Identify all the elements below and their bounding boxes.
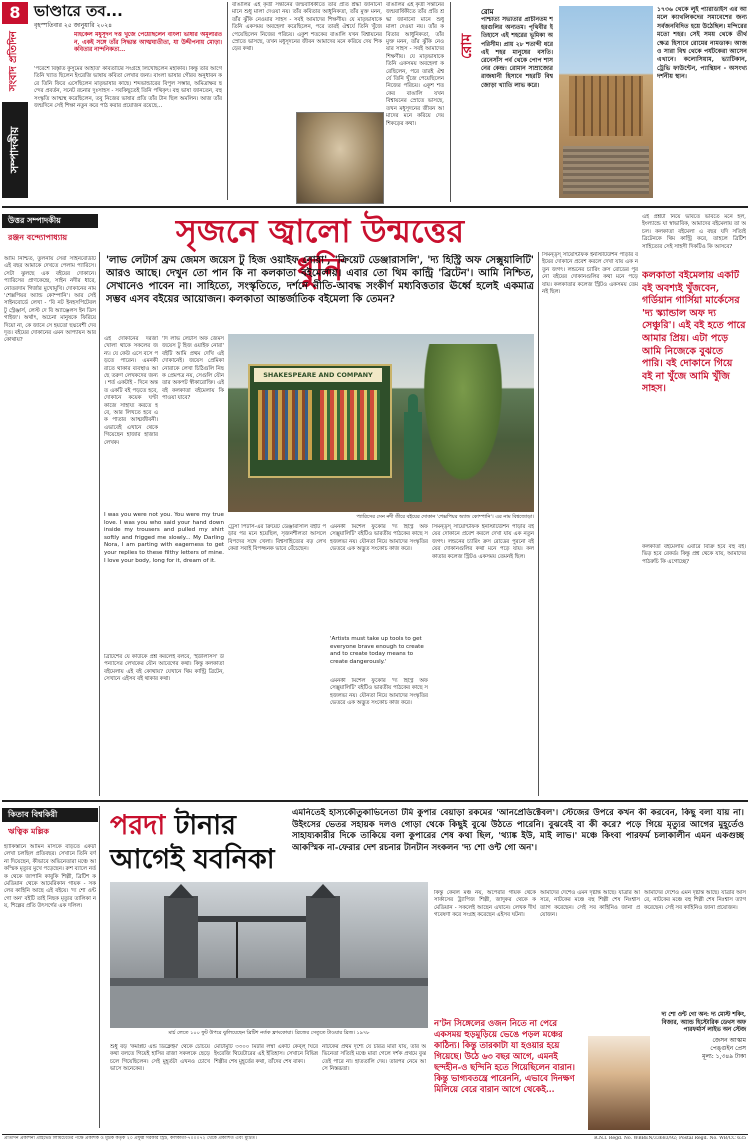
uttar-col3: 'দি লাভ লেটার্স অফ জেমস জয়েস টু হিজ ওয়াইফ নোরা' বইটি আমি প্রথম দেখি এই দোকানেই। জয়েস প্রেমিকা নোরাকে লেখা চিঠিগুলি নিছক প্রেমপত্র নয়, সেগুলি যৌনতার অকপট স্বীকারোক্তি। এই বই কলকাতা বইমেলায় কি পাওয়া যাবে? xyxy=(162,336,224,402)
book-author: জেসন আস্কাম xyxy=(712,1036,746,1044)
footer-imprint-text: প্রতিদিন প্রকাশনী প্রাইভেট লিমিটেডের পক্ষে প্রকাশক ও মুদ্রক কর্তৃক ২০ প্রফুল্ল সরকার স্ট্রিট, কলকাতা-৭০০০৭২ থেকে প্রকাশিত এবং মুদ্রিত। xyxy=(4,1136,257,1141)
tower-bridge-photo xyxy=(110,882,428,1028)
kitab-col5: কিন্তু কেবল মঞ্চ নয়, অপেরার গায়ক থেকে সার্কাসের ট্র্যাপিজ শিল্পী, জাদুকর থেকে কমেডিয়ান - সকলেই আছেন এখানে। লেখক দীর্ঘ গবেষণা করে সংগ্রহ করেছেন এইসব ঘটনা। xyxy=(434,890,536,919)
uttar-col1: আমি নিশ্চিত, তুলনায় সেরা সাইনবোর্ডটি এই বছর আমাকে দেখতে পেলাম প্যারিসে। সেটা ঝুলছে এক বইয়ের দোকানে। প্যারিসের প্রাণকেন্দ্রে, সাইন নদীর ধারে, নোতরদাম গির্জার মুখোমুখি। দোকানের নাম 'শেক্সপিয়র অ্যান্ড কোম্পানি'। আর সেই সাইনবোর্ডে লেখা - 'বি নট ইনহসপিটেবল টু স্ট্রেঞ্জার্স, লেস্ট দে বি অ্যাঞ্জেলস ইন ডিসগাইজ'। অর্থাৎ, অচেনা মানুষকে ফিরিয়ে দিয়ো না, কে জানে সে হয়তো ছদ্মবেশী দেবদূত। বইয়ের দোকানের এমন আপ্যায়ন আর কোথায়? xyxy=(4,256,96,344)
uttar-pull-quote: কলকাতা বইমেলায় একটি বই অবশ্যই খুঁজবেন, গর্ডিয়ান গার্সিয়া মার্কেসের 'দ্য স্ক্যান্ডাল অফ দ্য সেঞ্চুরি'। এই বই হতে পারে আমার প্রিয়। এটা পড়ে আমি নিজেকে বুঝতে পারি। বই দোকানে গিয়ে বই না খুঁজে আমি খুঁজি সাহস। xyxy=(642,270,746,395)
rome-heading: রোম xyxy=(481,8,494,16)
book-price: মূল্য: ১,৩৪৯ টাকা xyxy=(702,1052,746,1060)
uttar-col8: সিমন্ড্‌স্‌ সায়েন্টিফিক ইনস্টিটিউশন পাড়ার বইয়ের দোকানে প্রবেশ করলে দেখা যায় এক নতুন জগৎ। লন্ডনের চ্যারিং ক্রস রোডের পুরনো বইয়ের দোকানগুলির কথা মনে পড়ে যায়। কলকাতার কলেজ স্ট্রিটও একসময় তেমনই ছিল। xyxy=(432,524,534,560)
uttar-standfirst: 'লাভ লেটার্স ফ্রম জেমস জয়েস টু হিজ ওয়াইফ নোরা', 'ক্রিয়েট ডেঞ্জারাসলি', 'দ্য হিস্ট্রি অফ সেক্সুয়ালিটি' আরও আছে। দেখুন তো পান কি না কলকাতা বইমেলায়। এবার তো থিম কান্ট্রি 'ব্রিটেন'। আমি নিশ্চিত, সেখানেও পাবেন না। সাহিত্যে, সংস্কৃতিতে, দর্শনে নীতি-আবদ্ধ সংকীর্ণ মধ্যবিত্ততার ঊর্ধ্বে হলেই একমাত্র সম্ভব এসব বইয়ের আয়োজন। কলকাতা আন্তর্জাতিক বইমেলা কি তেমন? xyxy=(106,255,534,305)
rome-right-col: ১৭৩৬ থেকে লুই প্যারাডাইস এর আমলে ক্যাথলিকদের সমাবেশের জন্য সর্বজনবিদিত হয়ে উঠেছিল। মন্দিরের মতো শহর। সেই সময় থেকে তীর্থক্ষেত্র হিসাবে রোমের নামডাক। আজও সারা বিশ্ব থেকে পর্যটকেরা আসেন এখানে। কলোসিয়াম, ভ্যাটিকান, ট্রেভি ফাউন্টেন, প্যান্থিয়ন - অসংখ্য দর্শনীয় স্থান। xyxy=(657,6,747,81)
book-info xyxy=(654,1012,746,1130)
colosseum-photo xyxy=(559,6,653,198)
kitab-photo-caption: মার্চ লেতে ১০০ ফুট উপরে ঝুলিয়েছেন ব্রিটিশ নর্তক ফ্রাংকোয়া। ব্রিজের সেতুতে টাওয়ার ব্রিজ। ১৯৭৮ xyxy=(168,1030,370,1036)
uttar-col7: এমনকী মিশেল ফুকোর 'দ্য হিস্ট্রি অফ সেক্সুয়ালিটি' বইটিও ভারতীয় পাঠকের কাছে সহজলভ্য নয়। যৌনতা নিয়ে আমাদের সংস্কৃতির ভেতরে এক অদ্ভুত সংকোচ কাজ করে। xyxy=(330,678,428,707)
kitab-headline-rest: টানার xyxy=(165,810,236,841)
book-title: দ্য শো ওন্ট গো অন: দ্য মোস্ট শকিং, বিজার, অ্যান্ড হিস্টোরিক ডেথস অফ পারফর্মার্স লাইভ অন স্টেজ xyxy=(661,1012,746,1034)
uttar-label: উত্তর সম্পাদকীয় xyxy=(2,214,98,228)
footer-reg: R.N.I. Regd. No. WBBEN/33683/92; Postal Regd. No. WB/CC 635 xyxy=(594,1136,746,1141)
paper-name: সংবাদ প্রতিদিন xyxy=(8,30,19,92)
uttar-col2: এই দোকানের দরজা খোলা থাকে সকলের জন্য। যে কেউ এসে বসে পড়তে পারেন। এমনকী রাতে থাকার ব্যবস্থাও আছে তরুণ লেখকদের জন্য। শর্ত একটাই - দিনে অন্তত একটি বই পড়তে হবে, দোকানে কয়েক ঘণ্টা কাজে সাহায্য করতে হবে, আর লিখতে হবে এক পাতার আত্মজীবনী। এভাবেই এখানে থেকে গিয়েছেন হাজার হাজার লেখক। xyxy=(104,336,158,446)
kitab-col4: নাটকের প্রথম দৃশ্যে যে চরিত্র মারা যায়, তার অভিনেতা সত্যিই মঞ্চে মারা গেলে দর্শক প্রথমে বুঝতেই পারে না। হাততালি দেয়। তারপর নেমে আসে নিস্তব্ধতা। xyxy=(322,1044,426,1073)
uttar-author: রঞ্জন বন্দ্যোপাধ্যায় xyxy=(8,233,68,242)
top-editorial xyxy=(34,2,444,202)
kitab-col1: হ্যাকিস্তানে আমিন মাসকে বাড়তে একটা লেখা চলছিল প্রতিবছর। সেখানে তিনি বর্ণনা দিয়েছেন, কীভাবে অভিনেতারা মঞ্চে আকস্মিক মৃত্যুর মুখে পড়েছেন। রুশ ব্যালে নর্তক থেকে জাপানি কাবুকি শিল্পী, ব্রিটিশ কমেডিয়ান থেকে আমেরিকান গায়ক - সকলের কাহিনি আছে এই বইয়ে। 'দ্য শো ওন্ট গো অন' বইটি তাই নিছক মৃত্যুর তালিকা নয়, শিল্পের প্রতি উৎসর্গের এক দলিল। xyxy=(4,844,96,910)
kitab-col6: আমাদের দেশেও এমন দৃষ্টান্ত আছে। যাত্রার আসরে, নাটকের মঞ্চে বহু শিল্পী শেষ নিঃশ্বাস ত্যাগ করেছেন। সেই সব কাহিনিও জানা প্রয়োজন। xyxy=(540,890,640,919)
kitab-headline-line2: আগেই যবনিকা xyxy=(110,844,275,875)
kitab-headline-red: পরদা xyxy=(110,810,166,841)
uttar-photo-caption: প্যারিসের সেন নদী তীরে বইয়ের দোকান 'শেক্সপিয়র অ্যান্ড কোম্পানি'। এর নাম বিশ্বজোড়া। xyxy=(356,514,534,520)
kitab-pull-quote: ন'টন সিঙ্গেলের ওজন নিতে না পেরে একসময় হুড়মুড়িয়ে ভেঙে পড়ল মঞ্চের কাঠিন্য। কিন্তু তারকাটা যা হওয়ার হয়ে গিয়েছে। উঠে ৬৩ বছর আগে, এমনই ছন্দহীন-ও ছন্দিনি হতে গিয়েছিলেন বারান। কিন্তু ভাগ্যবতন্ত্রে পারেননি, এভাবে দিনক্ষণ মিলিয়ে বেরে বারান আগে থেকেই... xyxy=(434,1018,584,1130)
editorial-body-col2: বাঙালির এই কৃতী সন্তানের জন্মবার্ষিকীতে তাঁর প্রতি শ্রদ্ধা জানানো মানে শুধু মালা দেওয়া নয়। তাঁর কবিতার আধুনিকতা, তাঁর মুক্ত মনন, তাঁর ঝুঁকি নেওয়ার সাহস - সবই আমাদের শিক্ষণীয়। যে মাতৃভাষাকে তিনি একসময় অবহেলা করেছিলেন, পরে তারই ঐশ্বর্যে তিনি খুঁজে পেয়েছিলেন নিজের পরিচয়। একুশ শতকের বাঙালি যখন বিশ্বায়নের স্রোতে ভাসছে, তখন মধুসূদনের জীবন আমাদের মনে করিয়ে দেয় শিকড়ের কথা। xyxy=(232,2,382,53)
editorial-body-col1: 'পরেশে বিস্তৃতি কুসুমের আহতি' কবিতাটির সংগ্রহে লিখেছিলেন মহাকবি। কিন্তু তার আগে তিনি খ্যাত ছিলেন ইংরেজি ভাষায় কবিতা লেখার জন্য। বাংলা ভাষার গৌরব অনুধাবন করে তিনি ফিরে এসেছিলেন মাতৃভাষার কাছে। শব্দভান্ডারের বিপুল সম্ভার, অমিত্রাক্ষর ছন্দের প্রবর্তন, সনেট রচনার দুঃসাহস - সবকিছুতেই তিনি পথিকৃৎ। বহু ভাষা জানতেন, বহু সংস্কৃতি আত্মস্থ করেছিলেন, তবু নিজের ভাষার প্রতি তাঁর টান ছিল অমলিন। আজ তাঁর জন্মদিনে সেই শিক্ষা নতুন করে পাঠ করার প্রয়োজন রয়েছে... xyxy=(34,66,222,110)
date-line: বৃহস্পতিবার ২৫ জানুয়ারি ২০২৪ xyxy=(34,22,113,29)
editorial-body-col3: বাঙালির এই কৃতী সন্তানের জন্মবার্ষিকীতে তাঁর প্রতি শ্রদ্ধা জানানো মানে শুধু মালা দেওয়া নয়। তাঁর কবিতার আধুনিকতা, তাঁর মুক্ত মনন, তাঁর ঝুঁকি নেওয়ার সাহস - সবই আমাদের শিক্ষণীয়। যে মাতৃভাষাকে তিনি একসময় অবহেলা করেছিলেন, পরে তারই ঐশ্বর্যে তিনি খুঁজে পেয়েছিলেন নিজের পরিচয়। একুশ শতকের বাঙালি যখন বিশ্বায়নের স্রোতে ভাসছে, তখন মধুসূদনের জীবন আমাদের মনে করিয়ে দেয় শিকড়ের কথা। xyxy=(386,2,444,127)
kitab-col3: মোটামুটি ৩৩০০ মিটার লম্বা একটি কেব্ল্‌ ঘিরে ইংরেজি থিয়েটারের এই ইতিহাস। সেখানে বিভিন্ন শিল্পীর শেষ মুহূর্তের কথা, তাঁদের শেষ বাক্য। xyxy=(214,1044,318,1065)
uttar-sampadakiya-article xyxy=(2,210,748,796)
editorial-title: ভাণ্ডারে তব... xyxy=(34,2,123,20)
uttar-col4: ব্রিটিশের যে কাউকে প্রশ্ন করলেই বলবে, 'ইউলিসিস' উপন্যাসের লেখকের যৌন আবেগের কথা। কিন্তু কলকাতা বইমেলায় এই বই কোথায়? যেখানে থিম কান্ট্রি ব্রিটেন, সেখানে এইসব বই থাকার কথা। xyxy=(104,654,224,683)
uttar-right-col1: সিমন্ড্‌স্‌ সায়েন্টিফিক ইনস্টিটিউশন পাড়ার বইয়ের দোকানে প্রবেশ করলে দেখা যায় এক নতুন জগৎ। লন্ডনের চ্যারিং ক্রস রোডের পুরনো বইয়ের দোকানগুলির কথা মনে পড়ে যায়। কলকাতার কলেজ স্ট্রিটও একসময় তেমনই ছিল। xyxy=(542,252,638,296)
kitab-label: কিতাব বিশ্বকিরী xyxy=(2,808,98,822)
kitab-headline-line1 xyxy=(110,810,286,842)
uttar-col6: এমনকী মিশেল ফুকোর 'দ্য হিস্ট্রি অফ সেক্সুয়ালিটি' বইটিও ভারতীয় পাঠকের কাছে সহজলভ্য নয়। যৌনতা নিয়ে আমাদের সংস্কৃতির ভেতরে এক অদ্ভুত সংকোচ কাজ করে। xyxy=(330,524,428,553)
english-quote-block: I was you were not you. You were my true love. I was you who said your hand down inside my trousers and pulled my shirt softly and frigged me slowly... My Darling Nora, I am parting with eagerness to get your replies to these filthy letters of mine. I love your body, long for it, dream of it. xyxy=(104,512,224,564)
kitab-author: ঋত্বিক মল্লিক xyxy=(8,827,49,836)
uttar-col5: ট্রেসা পিটার্স-এর ক্রিয়েট ডেঞ্জারাসলি বইটি পড়ার পর মনে হয়েছিল, সৃজনশীলতা আসলে বিপদের সঙ্গে খেলা। বিশ্বসাহিত্যের বড় লেখকেরা সবাই বিপজ্জনক ভাবে বেঁচেছেন। xyxy=(228,524,326,553)
rome-box xyxy=(450,2,749,202)
shakespeare-and-company-photo xyxy=(228,334,534,512)
editorial-lead: মাইকেল মধুসূদন দত্ত খুঁজে পেয়েছিলেন বাংলা ভাষার অমূল্যরতন, একই সঙ্গে তাঁর সিদ্ধান্ত আত্মঘাতীতা, যা উদ্দীপনায় মোড়া। কবিতার নান্দনিকতা... xyxy=(74,32,222,53)
uttar-right-col3: কলকাতা বইমেলায় এবারে বিক্রি হবে বহু বই। ভিড় হবে রেকর্ড। কিন্তু প্রশ্ন থেকে যায়, আমাদের পাঠরুচি কি এগোচ্ছে? xyxy=(642,544,746,565)
book-publisher: পেঙ্গুইন প্রেস xyxy=(710,1044,746,1052)
performer-photo xyxy=(588,1036,650,1130)
kitab-standfirst: এমনিতেই হাস্যকৌতুকাভিনেতা টমি কুপার বেয়াড়া রকমের 'আনপ্রেডিক্টেবল'। স্টেজের উপরে কখন কী করবেন, কিছু বলা যায় না। উইংসের ভেতর সহায়ক দলও গোড়া থেকে কিছুই বুঝে উঠতে পারেনি। বুঝবেই বা কী করে? পড়ে গিয়ে মৃত্যুর আগের মুহূর্তেও সাহায্যকারীর দিকে তাকিয়ে বলা কুপারের শেষ কথা ছিল, 'থ্যাঙ্ক ইউ, মাই লাভ।' মঞ্চে কিংবা পারফর্ম চলাকালীন এমন একগুচ্ছ আকস্মিক না-ফেরার দেশ রচনার টানটান সংকলন 'দ্য শো ওন্ট গো অন'। xyxy=(292,808,744,853)
english-quote-2: 'Artists must take up tools to get everyone brave enough to create and to create today means to create dangerously.' xyxy=(330,636,424,665)
uttar-right-col2: এই প্রশ্নটা নিয়ে ভাবতে ভাবতে মনে হল, ইংল্যান্ডে যা স্বাভাবিক, আমাদের বইমেলায় তা অচল। কলকাতা বইমেলা এ বছর যদি সত্যিই ব্রিটেনকে থিম কান্ট্রি করে, তাহলে ব্রিটিশ সাহিত্যের সেই সাহসী দিকটিও কি আসবে? xyxy=(642,214,746,250)
kitab-col7: আমাদের দেশেও এমন দৃষ্টান্ত আছে। যাত্রার আসরে, নাটকের মঞ্চে বহু শিল্পী শেষ নিঃশ্বাস ত্যাগ করেছেন। সেই সব কাহিনিও জানা প্রয়োজন। xyxy=(644,890,746,911)
rome-body: পাশ্চাত্য সভ্যতার প্রাচীনতম শহরগুলির অন্যতম। পৃথিবীর ইতিহাসে এই শহরের ভূমিকা অপরিসীম। প্রায় ২৮ শতাব্দী ধরে এই শহর মানুষের বসতি। রেনেসাঁস পর্ব থেকে পোপ শাসনের কেন্দ্র। রোমান সাম্রাজ্যের রাজধানী হিসাবে শহরটি বিশ্বজোড়া খ্যাতি লাভ করে। xyxy=(481,16,553,89)
kitab-col2: শুধু বড় 'কমপ্লিট এন্ড ডিক্লেইম' থেকে চেঁচিয়ে কথা বলতে গিয়েই হাসির রাজা সকলকে ছেড়ে চলে গিয়েছিলেন। সেই মুহূর্তটা এখনও চোখে ভাসে অনেকের। xyxy=(110,1044,210,1073)
rome-vertical-label: রোম xyxy=(459,33,475,59)
kitab-article xyxy=(2,804,748,1132)
madhusudan-portrait xyxy=(296,112,384,204)
uttar-headline: সৃজনে জ্বালো উন্মত্তের ধুনি xyxy=(175,212,465,288)
section-label: সম্পাদকীয় xyxy=(2,102,28,198)
masthead-strip xyxy=(2,2,28,200)
footer-imprint xyxy=(4,1136,746,1146)
shop-sign: SHAKESPEARE AND COMPANY xyxy=(254,368,382,382)
page-number: 8 xyxy=(2,2,28,24)
